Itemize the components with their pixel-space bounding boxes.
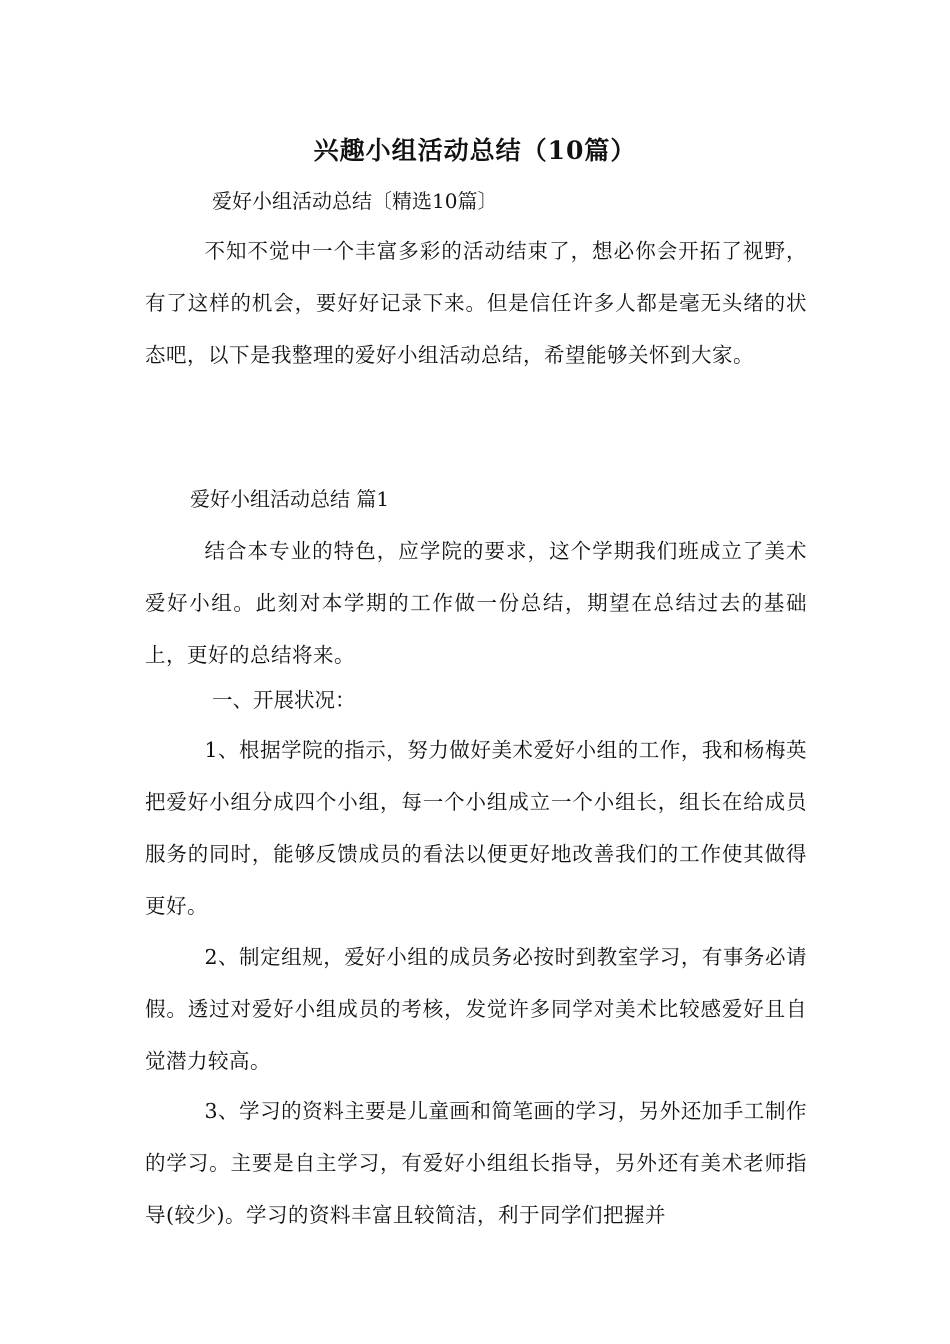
point-heading: 一、开展状况： (212, 688, 356, 712)
document-subtitle: 爱好小组活动总结〔精选10篇〕 (212, 189, 498, 213)
list-item: 2、制定组规，爱好小组的成员务必按时到教室学习，有事务必请假。透过对爱好小组成员的考核，发觉许多同学对美术比较感爱好且自觉潜力较高。 (145, 945, 807, 1073)
section-heading: 爱好小组活动总结 篇1 (190, 487, 390, 511)
intro-paragraph: 不知不觉中一个丰富多彩的活动结束了，想必你会开拓了视野，有了这样的机会，要好好记录下来。但是信任许多人都是毫无头绪的状态吧，以下是我整理的爱好小组活动总结，希望能够关怀到大家。 (145, 239, 807, 367)
section-paragraph: 结合本专业的特色，应学院的要求，这个学期我们班成立了美术爱好小组。此刻对本学期的工作做一份总结，期望在总结过去的基础上，更好的总结将来。 (145, 539, 807, 667)
document-title: 兴趣小组活动总结（10篇） (313, 136, 637, 165)
list-item: 3、学习的资料主要是儿童画和简笔画的学习，另外还加手工制作的学习。主要是自主学习，有爱好小组组长指导，另外还有美术老师指导(较少)。学习的资料丰富且较简洁，利于同学们把握并 (145, 1099, 807, 1227)
list-item: 1、根据学院的指示，努力做好美术爱好小组的工作，我和杨梅英把爱好小组分成四个小组，每一个小组成立一个小组长，组长在给成员服务的同时，能够反馈成员的看法以便更好地改善我们的工作使其做得更好。 (145, 738, 807, 918)
